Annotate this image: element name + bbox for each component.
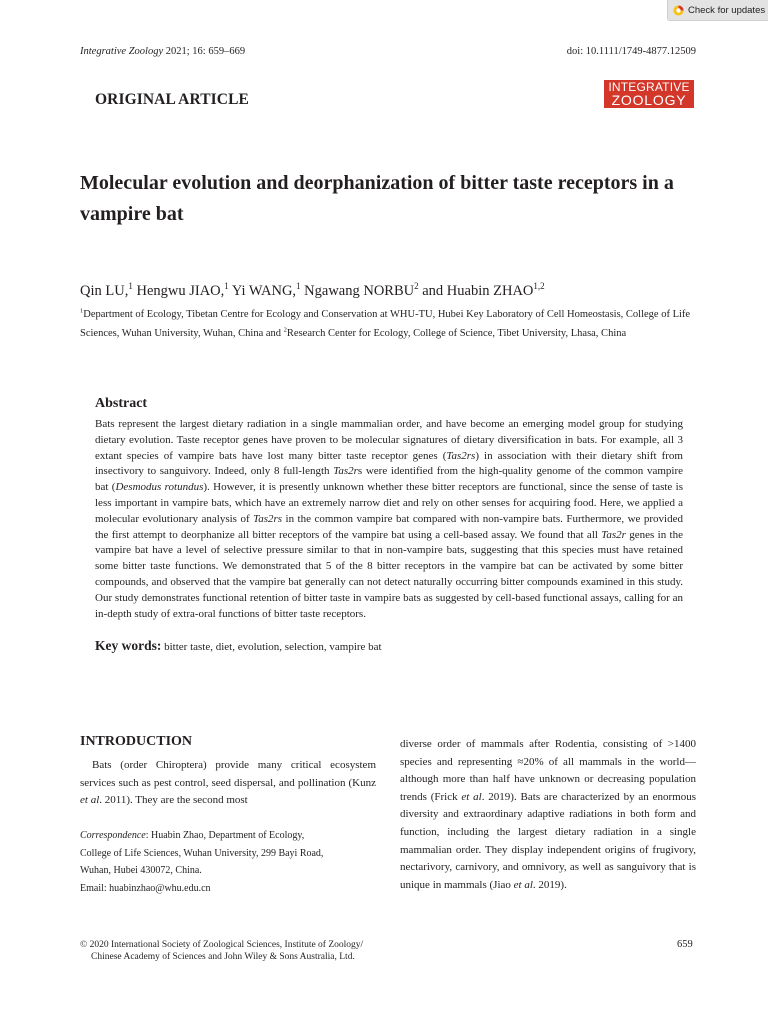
author[interactable]: Hengwu JIAO, — [136, 283, 225, 299]
keywords-label: Key words: — [95, 638, 162, 654]
page-number: 659 — [677, 939, 693, 950]
running-head — [80, 46, 696, 60]
correspondence-label: Correspondence — [80, 830, 146, 841]
correspondence-line: College of Life Sciences, Wuhan University, 299 Bayi Road, — [80, 847, 324, 859]
author[interactable]: and Huabin ZHAO — [422, 283, 534, 299]
journal-logo — [604, 80, 694, 108]
affiliation-1: Department of Ecology, Tibetan Centre for Ecology and Conservation at WHU-TU, Hubei Key Laboratory of Cell Homeostasis, College of Life Sciences, Wuhan University, Wuhan, China and — [80, 309, 691, 339]
keywords — [95, 638, 683, 654]
author-affiliation-marker: 2 — [414, 281, 419, 292]
copyright-footer — [80, 939, 500, 963]
volume-pages: 2021; 16: 659–669 — [163, 46, 246, 57]
introduction-paragraph-left: Bats (order Chiroptera) provide many critical ecosystem services such as pest control, seed dispersal, and pollination (Kunz et al. 2011). They are the second most — [80, 759, 376, 807]
article-title: Molecular evolution and deorphanization of bitter taste receptors in a vampire bat — [80, 172, 674, 225]
author[interactable]: Qin LU, — [80, 283, 129, 299]
journal-citation — [80, 46, 245, 60]
abstract-heading: Abstract — [95, 396, 148, 411]
affiliation-marker: 1 — [80, 307, 84, 315]
author-affiliation-marker: 1 — [296, 281, 301, 292]
affiliation-marker: 2 — [283, 326, 287, 334]
logo-line-2: ZOOLOGY — [611, 92, 687, 108]
doi[interactable]: doi: 10.1111/1749-4877.12509 — [566, 46, 696, 57]
affiliations — [80, 305, 697, 343]
correspondence-block — [80, 827, 380, 897]
correspondence-email[interactable]: Email: huabinzhao@whu.edu.cn — [80, 882, 211, 894]
author[interactable]: Yi WANG, — [231, 283, 297, 299]
author[interactable]: Ngawang NORBU — [304, 283, 415, 299]
author-affiliation-marker: 1 — [224, 281, 229, 292]
abstract-text: Bats represent the largest dietary radiation in a single mammalian order, and have become an emerging model group for studying dietary evolution. Taste receptor genes have proven to be molecular signatures of dietary diversification in bats. For example, all 3 extant species of vampire bats have lost many bitter taste receptor genes (Tas2rs) in association with their dietary shift from insectivory to sanguivory. Indeed, only 8 full-length Tas2rs were identified from the high-quality genome of the common vampire bat (Desmodus rotundus). However, it is presently unknown whether these bitter receptors are functional, since the sense of taste is less important in vampire bats, which have an extremely narrow diet and rely on other senses for acquiring food. Here, we applied a molecular evolutionary analysis of Tas2rs in the common vampire bat compared with non-vampire bats. Furthermore, we provided the first attempt to deorphanize all bitter receptors of the vampire bat using a cell-based assay. We found that all Tas2r genes in the vampire bat have a level of selective pressure similar to that in non-vampire bats, suggesting that this species must have retained some bitter taste functions. We demonstrated that 5 of the 8 bitter receptors in the vampire bat can be activated by some bitter compounds, and observed that the vampire bat generally can not detect naturally occurring bitter compounds examined in this study. Our study demonstrates functional retention of bitter taste in vampire bats as suggested by cell-based functional assays, calling for an in-depth study of extra-oral functions of bitter taste receptors. — [95, 418, 684, 620]
author-affiliation-marker: 1 — [128, 281, 133, 292]
check-updates-icon — [673, 5, 684, 16]
keywords-text: bitter taste, diet, evolution, selection, vampire bat — [161, 641, 382, 654]
correspondence-line: Correspondence: Huabin Zhao, Department of Ecology, — [80, 830, 305, 841]
affiliation-2: Research Center for Ecology, College of Science, Tibet University, Lhasa, China — [286, 328, 627, 339]
introduction-left-column — [80, 734, 376, 810]
author-affiliation-marker: 1,2 — [533, 281, 545, 292]
copyright-line-1: © 2020 International Society of Zoological Sciences, Institute of Zoology/ — [80, 940, 364, 950]
check-for-updates-button[interactable] — [667, 0, 768, 21]
introduction-right-column — [400, 736, 696, 894]
check-for-updates-label: Check for updates — [688, 4, 766, 16]
copyright-line-2: Chinese Academy of Sciences and John Wiley & Sons Australia, Ltd. — [91, 952, 355, 962]
logo-line-1: INTEGRATIVE — [608, 80, 690, 94]
abstract-section — [95, 396, 683, 654]
introduction-paragraph-right: diverse order of mammals after Rodentia, consisting of >1400 species and representing ≈20% of all mammals in the world—although more than half have unknown or decreasing population trends (Frick et al. 2019). Bats are characterized by an enormous diversity and extraordinary adaptive radiations in both form and function, including the largest dietary radiation in a single mammalian order. They display independent origins of frugivory, nectarivory, carnivory, and omnivory, as well as sanguivory that is unique in mammals (Jiao et al. 2019). — [400, 738, 697, 891]
author-list — [80, 283, 545, 300]
correspondence-line: Wuhan, Hubei 430072, China. — [80, 865, 202, 876]
article-type: ORIGINAL ARTICLE — [95, 91, 249, 108]
introduction-heading: INTRODUCTION — [80, 734, 193, 749]
journal-name: Integrative Zoology — [80, 46, 164, 57]
